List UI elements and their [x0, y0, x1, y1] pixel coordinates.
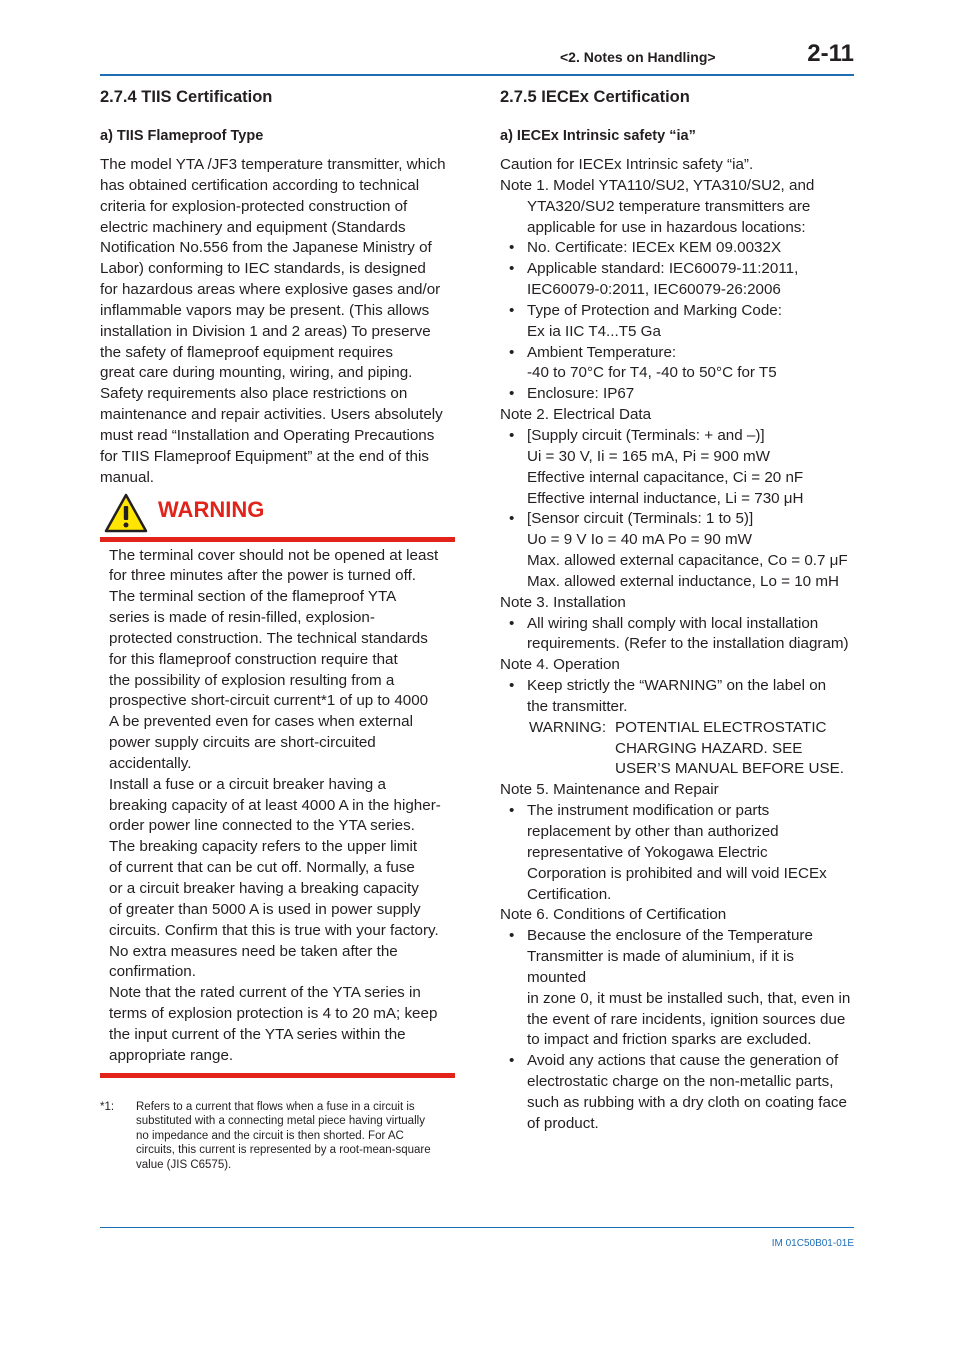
bullet-list [500, 426, 855, 593]
text-line: of current that can be cut off. Normally, a fuse [109, 859, 415, 877]
note-title: Note 3. Installation [500, 593, 626, 611]
text-line: representative of Yokogawa Electric [527, 843, 768, 861]
section-title-iecex: 2.7.5 IECEx Certification [500, 88, 690, 106]
text-line: installation in Division 1 and 2 areas) To preserve [100, 322, 431, 340]
text-line: Ui = 30 V, Ii = 165 mA, Pi = 900 mW [527, 447, 770, 465]
footnote-mark: *1: [100, 1100, 115, 1113]
text-line: • Enclosure: IP67 [527, 385, 635, 403]
text-line: Effective internal capacitance, Ci = 20 nF [527, 468, 804, 486]
warning-bottom-rule [100, 1073, 455, 1078]
text-line: IEC60079-0:2011, IEC60079-26:2006 [527, 281, 781, 299]
text-line: The terminal cover should not be opened at least [109, 546, 439, 564]
header-divider [100, 74, 854, 76]
text-line: requirements. (Refer to the installation diagram) [527, 635, 849, 653]
text-line: Safety requirements also place restrictions on [100, 385, 408, 403]
text-line: • All wiring shall comply with local installation [527, 614, 819, 632]
bullet-list [500, 926, 855, 1134]
note-title: Note 4. Operation [500, 656, 620, 674]
text-line: A be prevented even for cases when external [109, 713, 413, 731]
text-line: protected construction. The technical standards [109, 629, 428, 647]
warning-header [100, 493, 455, 533]
tiis-intro-paragraph [100, 155, 455, 489]
text-line: The terminal section of the flameproof YTA [109, 588, 397, 606]
text-line: or a circuit breaker having a breaking capacity [109, 880, 419, 897]
text-line: CHARGING HAZARD. SEE [615, 739, 803, 757]
warning-title: WARNING [158, 496, 265, 522]
text-line: Corporation is prohibited and will void IECEx [527, 864, 827, 882]
text-line: confirmation. [109, 963, 196, 981]
list-item [500, 801, 855, 905]
text-line: -40 to 70°C for T4, -40 to 50°C for T5 [527, 364, 777, 382]
list-item [500, 509, 855, 592]
list-item [500, 238, 855, 259]
text-line: • No. Certificate: IECEx KEM 09.0032X [527, 239, 782, 257]
note-4 [500, 655, 855, 780]
bullet-list [500, 614, 855, 656]
text-line: the transmitter. [527, 697, 628, 715]
text-line: Ex ia IIC T4...T5 Ga [527, 322, 661, 340]
note-3 [500, 593, 855, 656]
text-line: in zone 0, it must be installed such, that, even in [527, 989, 851, 1007]
text-line: for TIIS Flameproof Equipment” at the end of this [100, 447, 429, 465]
right-column [500, 86, 855, 1135]
subsection-title-iecex-intrinsic: a) IECEx Intrinsic safety “ia” [500, 128, 696, 144]
text-line: series is made of resin-filled, explosion- [109, 609, 375, 627]
text-line: of greater than 5000 A is used in power supply [109, 900, 421, 918]
text-line: of product. [527, 1114, 599, 1132]
list-item [500, 301, 855, 343]
header-section-label: <2. Notes on Handling> [560, 49, 716, 65]
footnote [100, 1100, 455, 1173]
text-line: Max. allowed external inductance, Lo = 10 mH [527, 572, 839, 590]
text-line: Transmitter is made of aluminium, if it is mounted [527, 948, 794, 986]
note-title: Note 1. Model YTA110/SU2, YTA310/SU2, and [500, 176, 815, 194]
warning-body [100, 542, 455, 1067]
list-item [500, 384, 855, 405]
text-line: • Type of Protection and Marking Code: [527, 301, 782, 319]
text-line: the input current of the YTA series within the [109, 1025, 406, 1043]
text-line: • Ambient Temperature: [527, 343, 677, 361]
list-item [500, 1051, 855, 1134]
label-warning-text [527, 718, 855, 781]
text-line: the event of rare incidents, ignition sources due [527, 1010, 846, 1028]
text-line: • Avoid any actions that cause the generation of [527, 1052, 839, 1070]
list-item [500, 343, 855, 385]
text-line: YTA320/SU2 temperature transmitters are [527, 197, 811, 215]
label-warning-prefix: WARNING: [529, 718, 607, 736]
text-line: for three minutes after the power is turned off. [109, 567, 417, 585]
text-line: for this flameproof construction require that [109, 650, 398, 668]
text-line: applicable for use in hazardous locations: [527, 218, 806, 236]
text-line: electrostatic charge on the non-metallic parts, [527, 1073, 834, 1091]
text-line: No extra measures need be taken after the [109, 942, 398, 960]
text-line: • [Sensor circuit (Terminals: 1 to 5)] [527, 510, 754, 528]
text-line: must read “Installation and Operating Precautions [100, 426, 435, 444]
note-title: Note 5. Maintenance and Repair [500, 781, 719, 799]
bullet-list [500, 238, 855, 405]
text-line: USER’S MANUAL BEFORE USE. [615, 760, 844, 778]
list-item [500, 259, 855, 301]
text-line: circuits. Confirm that this is true with your factory. [109, 921, 439, 939]
warning-triangle-icon [104, 493, 148, 538]
text-line: breaking capacity of at least 4000 A in the higher- [109, 796, 441, 814]
text-line: appropriate range. [109, 1046, 234, 1064]
text-line: Uo = 9 V Io = 40 mA Po = 90 mW [527, 531, 752, 549]
bullet-list [500, 676, 855, 780]
text-line: The model YTA /JF3 temperature transmitter, which [100, 156, 446, 173]
section-title-tiis: 2.7.4 TIIS Certification [100, 88, 273, 106]
text-line: to impact and friction sparks are excluded. [527, 1031, 812, 1049]
text-line: great care during mounting, wiring, and piping. [100, 364, 413, 382]
text-line: criteria for explosion-protected construction of [100, 197, 408, 215]
text-line: electric machinery and equipment (Standards [100, 218, 406, 236]
text-line: power supply circuits are short-circuited [109, 734, 376, 752]
list-item [500, 614, 855, 656]
text-line: The breaking capacity refers to the upper limit [109, 838, 418, 856]
text-line: for hazardous areas where explosive gases and/or [100, 281, 441, 299]
text-line: inflammable vapors may be present. (This allows [100, 301, 430, 319]
text-line: replacement by other than authorized [527, 823, 779, 840]
bullet-list [500, 801, 855, 905]
list-item [500, 676, 855, 780]
text-line: circuits, this current is represented by a root-mean-square [136, 1144, 431, 1157]
note-1 [500, 176, 855, 405]
text-line: • The instrument modification or parts [527, 802, 770, 820]
caution-line: Caution for IECEx Intrinsic safety “ia”. [500, 156, 754, 173]
text-line: such as rubbing with a dry cloth on coating face [527, 1093, 847, 1111]
text-line: Effective internal inductance, Li = 730 μH [527, 489, 804, 507]
document-id: IM 01C50B01-01E [771, 1238, 854, 1249]
text-line: the safety of flameproof equipment requires [100, 343, 393, 361]
text-line: no impedance and the circuit is then shorted. For AC [136, 1129, 404, 1142]
text-line: terms of explosion protection is 4 to 20 mA; keep [109, 1005, 438, 1023]
text-line: • Applicable standard: IEC60079-11:2011, [527, 260, 799, 278]
subsection-title-tiis-flameproof: a) TIIS Flameproof Type [100, 128, 264, 144]
text-line: manual. [100, 468, 155, 486]
left-column [100, 86, 455, 1173]
note-5 [500, 780, 855, 905]
text-line: order power line connected to the YTA series. [109, 817, 415, 835]
text-line: • Keep strictly the “WARNING” on the label on [527, 677, 827, 695]
text-line: POTENTIAL ELECTROSTATIC [615, 718, 827, 736]
list-item [500, 426, 855, 509]
text-line: • Because the enclosure of the Temperature [527, 927, 813, 945]
page-number: 2-11 [807, 40, 854, 67]
text-line: Labor) conforming to IEC standards, is designed [100, 260, 426, 278]
text-line: value (JIS C6575). [136, 1158, 232, 1171]
text-line: Notification No.556 from the Japanese Ministry of [100, 239, 432, 257]
note-title: Note 2. Electrical Data [500, 406, 652, 424]
text-line: substituted with a connecting metal piece having virtually [136, 1115, 425, 1128]
text-line: the possibility of explosion resulting from a [109, 671, 395, 689]
text-line: accidentally. [109, 754, 192, 772]
label-warning-lines [615, 718, 844, 781]
text-line: has obtained certification according to technical [100, 176, 420, 194]
text-line: maintenance and repair activities. Users absolutely [100, 406, 443, 424]
note-title: Note 6. Conditions of Certification [500, 906, 727, 924]
text-line: Max. allowed external capacitance, Co = 0.7 μF [527, 552, 848, 570]
footer-divider [100, 1227, 854, 1228]
list-item [500, 926, 855, 1051]
footnote-text [136, 1100, 455, 1173]
text-line: prospective short-circuit current*1 of up to 4000 [109, 692, 429, 710]
text-line: Install a fuse or a circuit breaker having a [109, 775, 386, 793]
text-line: Note that the rated current of the YTA series in [109, 984, 421, 1002]
text-line: • [Supply circuit (Terminals: + and –)] [527, 426, 765, 444]
text-line: Certification. [527, 885, 612, 903]
text-line: Refers to a current that flows when a fuse in a circuit is [136, 1100, 415, 1113]
note-2 [500, 405, 855, 593]
note-6 [500, 905, 855, 1134]
